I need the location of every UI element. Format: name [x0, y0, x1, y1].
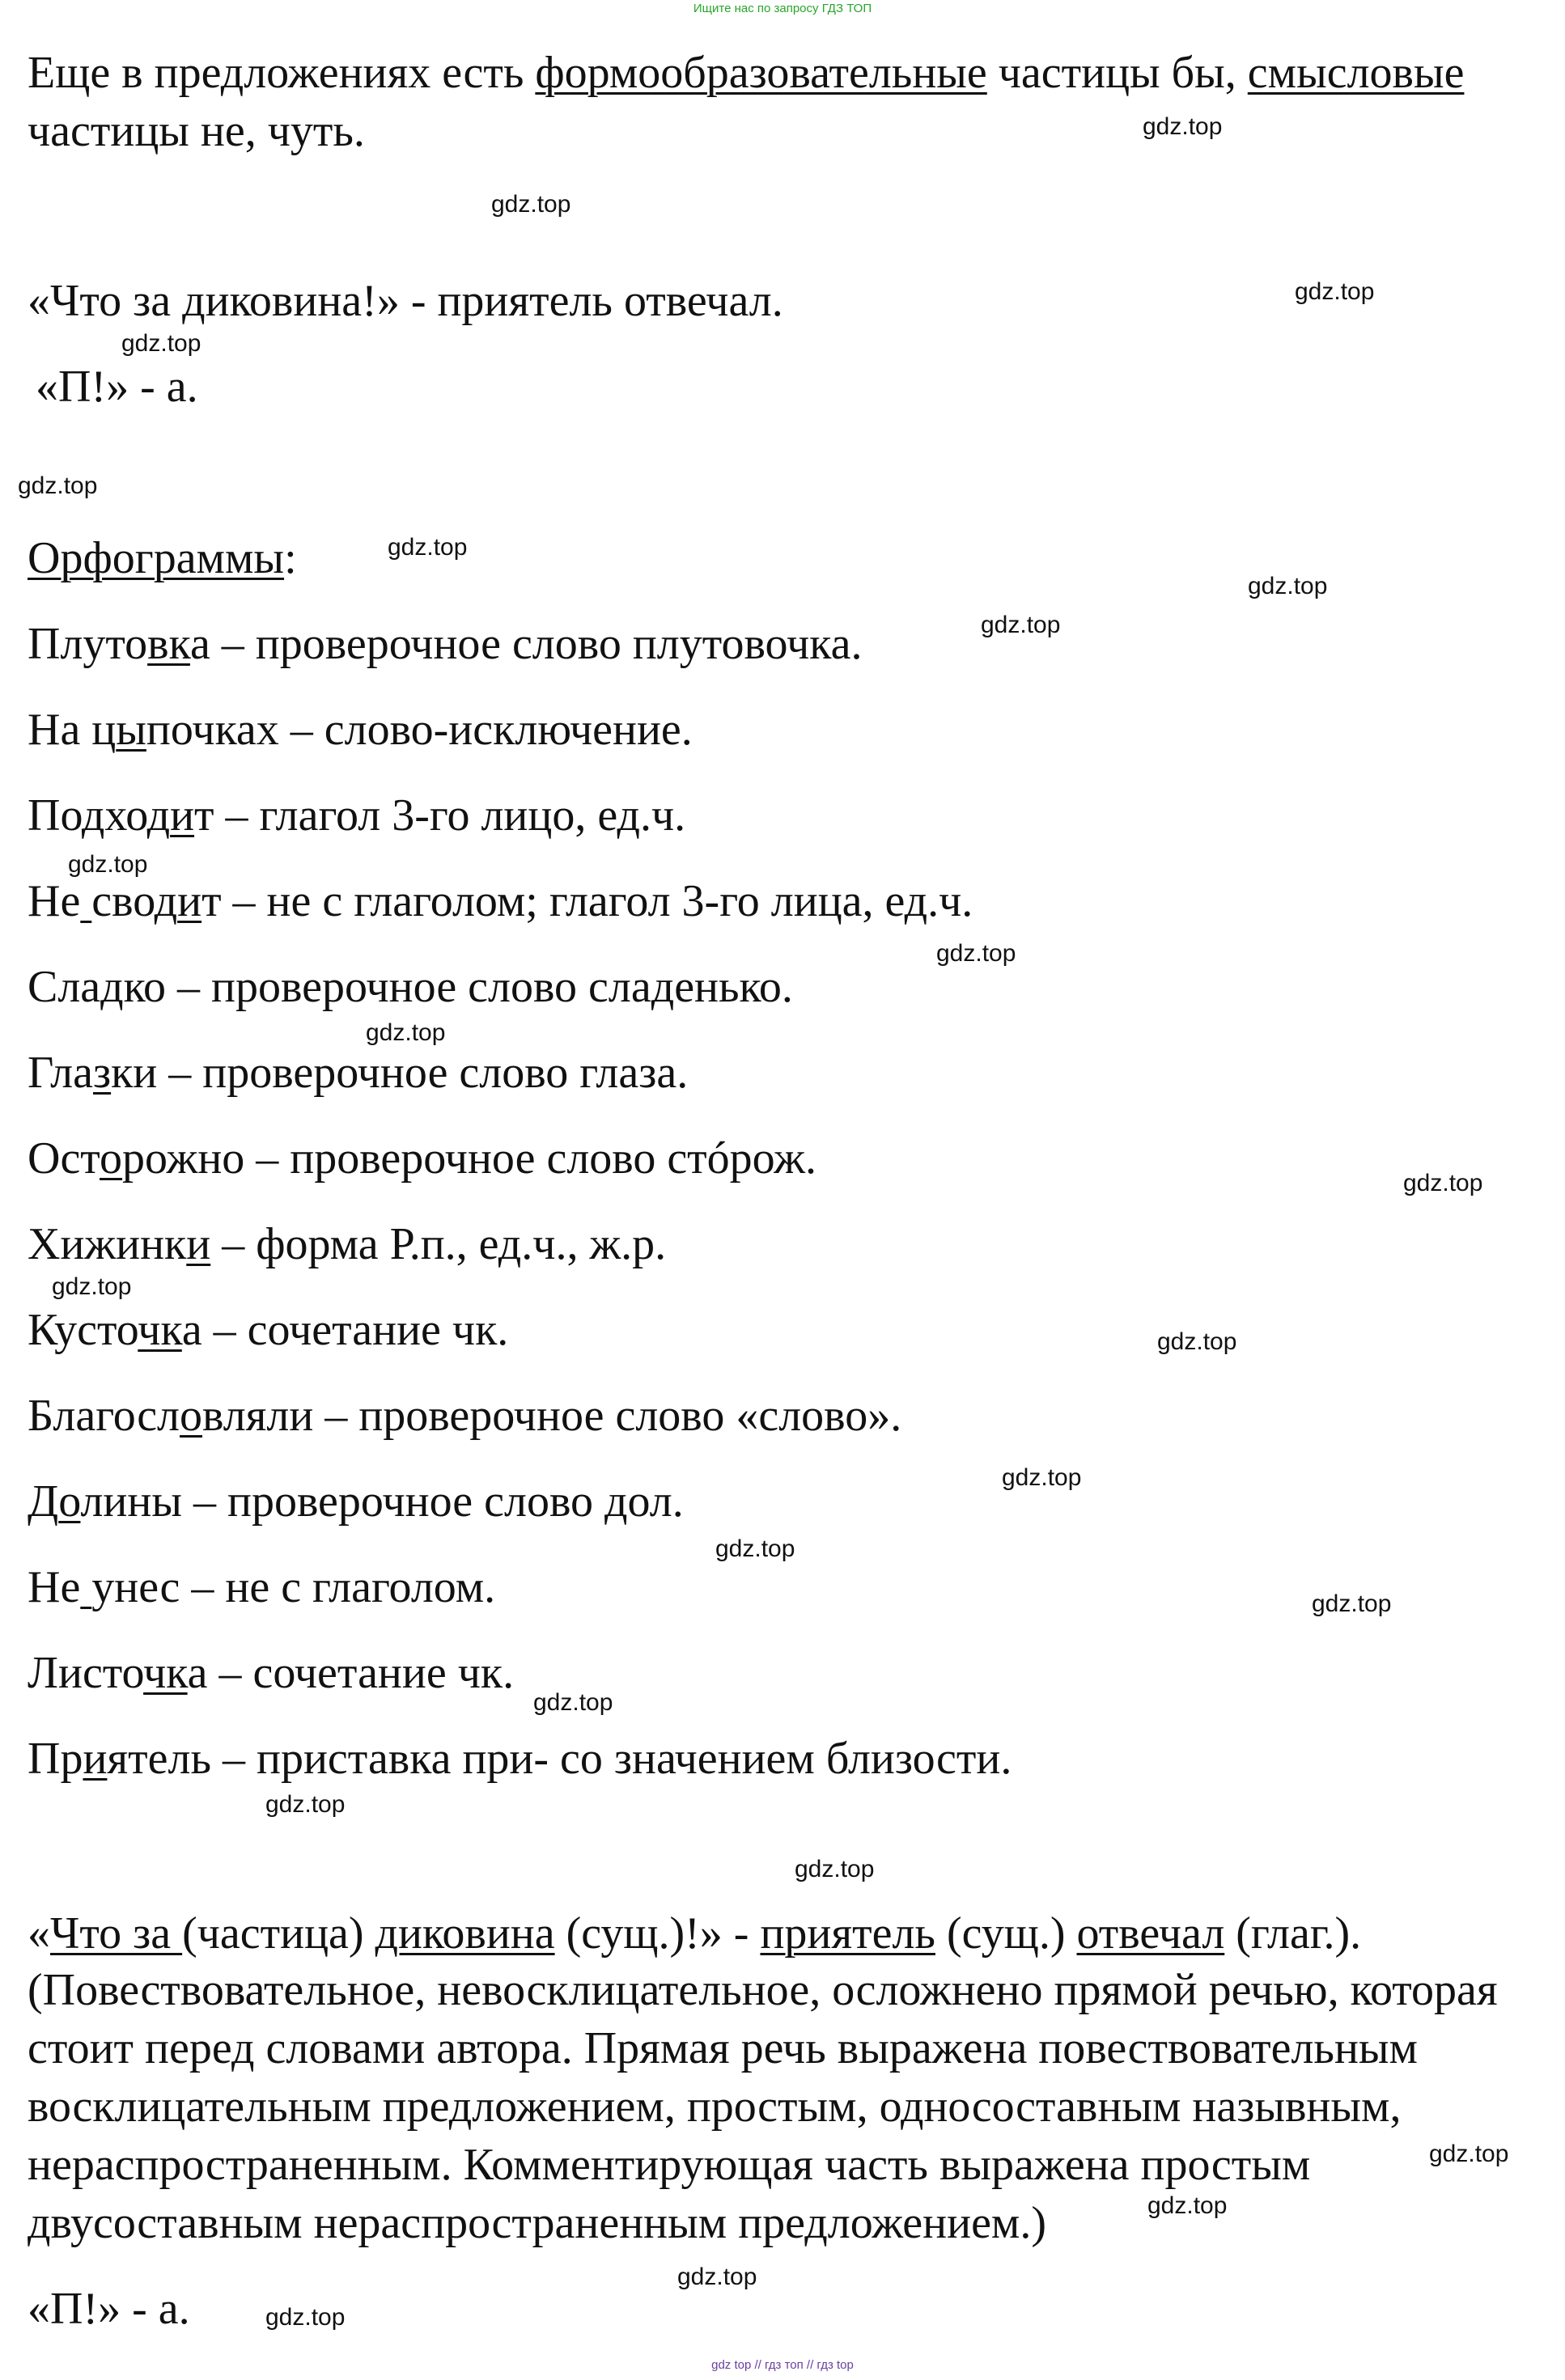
orthogram-mark: о	[180, 1391, 202, 1441]
watermark: gdz.top	[1429, 2141, 1509, 2167]
watermark: gdz.top	[533, 1689, 613, 1716]
orthogram-mark: д	[100, 962, 124, 1012]
watermark: gdz.top	[366, 1019, 446, 1046]
underlined-term: формообразовательные	[535, 48, 987, 98]
watermark: gdz.top	[1312, 1590, 1392, 1617]
watermark: gdz.top	[1157, 1328, 1237, 1355]
orthograms-title-line	[28, 531, 297, 586]
orthogram-item: Благословляли – проверочное слово «слово».	[28, 1391, 902, 1441]
orthogram-item: Плутовка – проверочное слово плутовочка.	[28, 619, 863, 669]
watermark: gdz.top	[491, 191, 571, 218]
watermark: gdz.top	[795, 1856, 875, 1882]
orthogram-item: Подходит – глагол 3-го лицо, ед.ч.	[28, 790, 686, 841]
orthogram-item: Листочка – сочетание чк.	[28, 1648, 515, 1698]
orthogram-item: Не сводит – не с глаголом; глагол 3-го лица, ед.ч.	[28, 876, 973, 926]
orthogram-mark: и	[186, 1219, 211, 1269]
orthogram-mark: и	[177, 876, 202, 926]
analysis-word: приятель	[760, 1908, 935, 1959]
underlined-term: смысловые	[1247, 48, 1465, 98]
intro-line-1	[28, 45, 1464, 100]
intro-text: частицы бы,	[986, 48, 1248, 98]
watermark: gdz.top	[936, 940, 1016, 967]
watermark: gdz.top	[1403, 1170, 1483, 1196]
orthogram-mark: о	[58, 1476, 81, 1527]
analysis-scheme: «П!» - а.	[28, 2284, 190, 2334]
orthogram-mark: ы	[116, 705, 146, 755]
orthogram-item: На цыпочках – слово-исключение.	[28, 705, 693, 755]
orthogram-mark: з	[92, 1048, 112, 1098]
watermark: gdz.top	[18, 472, 98, 499]
orthogram-item: Сладко – проверочное слово сладенько.	[28, 962, 793, 1012]
watermark: gdz.top	[265, 1791, 346, 1818]
watermark: gdz.top	[1002, 1464, 1082, 1491]
orthogram-item: Долины – проверочное слово дол.	[28, 1476, 684, 1527]
header-note: Ищите нас по запросу ГДЗ ТОП	[693, 2, 872, 15]
watermark: gdz.top	[1248, 573, 1328, 599]
orthogram-item: Не унес – не с глаголом.	[28, 1562, 496, 1612]
watermark: gdz.top	[677, 2264, 757, 2290]
orthogram-item: Приятель – приставка при- со значением близости.	[28, 1734, 1012, 1784]
analysis-sentence: «Что за (частица) диковина (сущ.)!» - приятель (сущ.) отвечал (глаг.).	[28, 1908, 1362, 1959]
orthograms-colon: :	[284, 533, 297, 583]
orthogram-item: Осторожно – проверочное слово стóрож.	[28, 1133, 816, 1184]
watermark: gdz.top	[52, 1273, 132, 1300]
watermark: gdz.top	[1143, 113, 1223, 140]
watermark: gdz.top	[68, 851, 148, 878]
footer-note: gdz top // гдз топ // гдз top	[711, 2358, 854, 2372]
sentence-line: «Что за диковина!» - приятель отвечал.	[28, 276, 783, 326]
orthogram-mark: и	[170, 790, 195, 841]
watermark: gdz.top	[715, 1535, 795, 1562]
watermark: gdz.top	[1147, 2192, 1228, 2219]
orthogram-item: Хижинки – форма Р.п., ед.ч., ж.р.	[28, 1219, 667, 1269]
watermark: gdz.top	[981, 612, 1061, 638]
orthogram-mark: о	[100, 1133, 123, 1184]
watermark: gdz.top	[1295, 278, 1375, 305]
intro-line-2: частицы не, чуть.	[28, 106, 365, 156]
orthogram-mark	[80, 876, 91, 926]
scheme-line: «П!» - а.	[36, 362, 198, 412]
orthogram-mark: чк	[138, 1305, 182, 1355]
analysis-word: отвечал	[1076, 1908, 1225, 1959]
orthogram-mark: и	[83, 1734, 108, 1784]
analysis-description: (Повествовательное, невосклицательное, осложнено прямой речью, которая стоит перед словами автора. Прямая речь выражена повествовательным восклицательным предложением, простым, односоставным назывным, нераспространенным. Комментирующая часть выражена простым двусоставным нераспространенным предложением.)	[28, 1965, 1498, 2248]
watermark: gdz.top	[265, 2304, 346, 2331]
orthogram-mark: вк	[147, 619, 190, 669]
orthograms-title: Орфограммы	[28, 533, 285, 583]
orthogram-item: Кусточка – сочетание чк.	[28, 1305, 509, 1355]
intro-text: Еще в предложениях есть	[28, 48, 536, 98]
orthogram-mark: чк	[143, 1648, 188, 1698]
watermark: gdz.top	[121, 330, 201, 357]
analysis-word: диковина	[375, 1908, 555, 1959]
analysis-word: Что за	[50, 1908, 183, 1959]
watermark: gdz.top	[388, 534, 468, 561]
orthogram-item: Глазки – проверочное слово глаза.	[28, 1048, 689, 1098]
orthogram-mark	[80, 1562, 91, 1612]
